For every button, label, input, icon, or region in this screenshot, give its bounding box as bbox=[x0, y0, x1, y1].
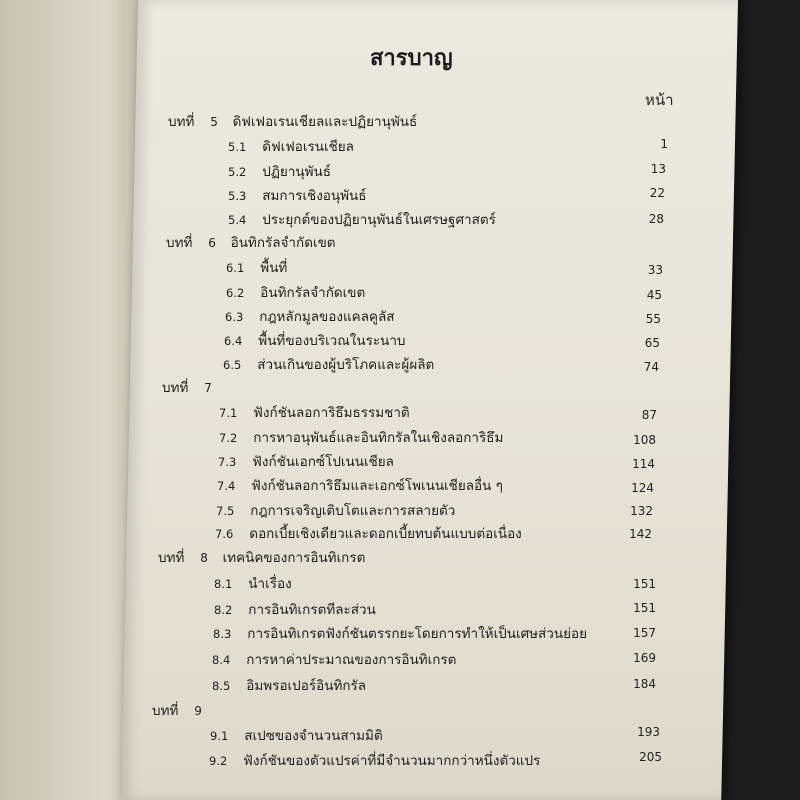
section-number: 6.5 bbox=[223, 358, 242, 372]
section-number: 7.5 bbox=[216, 504, 235, 518]
section-row bbox=[223, 353, 434, 375]
section-page: 74 bbox=[643, 360, 659, 374]
section-number: 8.5 bbox=[212, 679, 231, 693]
section-row bbox=[228, 184, 367, 206]
chapter-title: เทคนิคของการอินทิเกรต bbox=[222, 550, 366, 566]
chapter-row bbox=[168, 110, 417, 132]
section-title: ปฏิยานุพันธ์ bbox=[262, 164, 332, 180]
section-title: สเปซของจำนวนสามมิติ bbox=[244, 728, 383, 744]
chapter-number: 8 bbox=[200, 551, 208, 565]
section-title: ประยุกต์ของปฏิยานุพันธ์ในเศรษฐศาสตร์ bbox=[262, 212, 496, 228]
section-row bbox=[228, 160, 331, 182]
section-page: 157 bbox=[633, 626, 656, 640]
section-title: ฟังก์ชันของตัวแปรค่าที่มีจำนวนมากกว่าหนึ่งตัวแปร bbox=[243, 753, 541, 769]
section-title: พื้นที่ bbox=[260, 260, 288, 276]
section-row bbox=[228, 208, 496, 230]
section-title: การอินทิเกรตฟังก์ชันตรรกยะโดยการทำให้เป็นเศษส่วนย่อย bbox=[247, 626, 588, 642]
section-page: 132 bbox=[630, 504, 653, 518]
section-row bbox=[219, 426, 503, 448]
section-number: 8.3 bbox=[213, 627, 232, 641]
toc-title: สารบาญ bbox=[370, 46, 453, 71]
section-row bbox=[212, 648, 456, 670]
section-page: 151 bbox=[633, 601, 656, 615]
chapter-number: 9 bbox=[194, 704, 202, 718]
section-title: กฎหลักมูลของแคลคูลัส bbox=[259, 309, 395, 325]
section-number: 7.3 bbox=[218, 455, 237, 469]
section-page: 1 bbox=[660, 137, 668, 151]
section-title: ดอกเบี้ยเชิงเดียวและดอกเบี้ยทบต้นแบบต่อเนื่อง bbox=[249, 526, 522, 542]
section-number: 8.1 bbox=[214, 577, 233, 591]
section-row bbox=[212, 674, 366, 696]
section-page: 169 bbox=[633, 651, 656, 665]
chapter-number: 5 bbox=[210, 115, 218, 129]
section-title: การหาค่าประมาณของการอินทิเกรต bbox=[246, 652, 457, 668]
chapter-label: บทที่ bbox=[152, 703, 179, 719]
section-row bbox=[217, 474, 503, 496]
section-page: 184 bbox=[633, 677, 656, 691]
section-number: 5.4 bbox=[228, 213, 247, 227]
section-row bbox=[219, 401, 410, 423]
section-number: 8.2 bbox=[214, 603, 233, 617]
section-page: 205 bbox=[639, 750, 662, 764]
chapter-label: บทที่ bbox=[158, 550, 185, 566]
section-title: สมการเชิงอนุพันธ์ bbox=[262, 188, 367, 204]
section-row bbox=[218, 450, 394, 472]
chapter-label: บทที่ bbox=[168, 114, 195, 130]
section-number: 8.4 bbox=[212, 653, 231, 667]
section-page: 114 bbox=[632, 457, 655, 471]
chapter-title: ดิฟเฟอเรนเชียลและปฏิยานุพันธ์ bbox=[232, 114, 418, 130]
section-title: นำเรื่อง bbox=[248, 576, 292, 592]
section-page: 151 bbox=[633, 577, 656, 591]
section-title: ดิฟเฟอเรนเชียล bbox=[262, 139, 354, 155]
section-page: 55 bbox=[645, 312, 661, 326]
section-title: อิมพรอเปอร์อินทิกรัล bbox=[246, 678, 367, 694]
section-page: 28 bbox=[648, 212, 664, 226]
section-number: 6.3 bbox=[225, 310, 244, 324]
section-page: 142 bbox=[629, 527, 652, 541]
section-row bbox=[210, 724, 383, 746]
section-row bbox=[216, 499, 455, 521]
section-page: 108 bbox=[633, 433, 656, 447]
section-row bbox=[226, 281, 365, 303]
section-title: การอินทิเกรตทีละส่วน bbox=[248, 602, 376, 618]
section-row bbox=[214, 598, 376, 620]
chapter-title: อินทิกรัลจำกัดเขต bbox=[230, 235, 336, 251]
section-title: พื้นที่ของบริเวณในระนาบ bbox=[258, 333, 406, 349]
section-row bbox=[228, 135, 354, 157]
section-row bbox=[209, 749, 540, 771]
section-page: 193 bbox=[637, 725, 660, 739]
section-row bbox=[215, 522, 522, 544]
section-row bbox=[213, 622, 587, 644]
section-page: 33 bbox=[647, 263, 663, 277]
chapter-row bbox=[152, 699, 212, 721]
chapter-number: 7 bbox=[204, 381, 212, 395]
section-page: 45 bbox=[646, 288, 662, 302]
section-title: อินทิกรัลจำกัดเขต bbox=[260, 285, 366, 301]
chapter-row bbox=[162, 376, 222, 398]
section-number: 7.6 bbox=[215, 527, 234, 541]
page-column-header: หน้า bbox=[645, 91, 674, 109]
section-number: 7.1 bbox=[219, 406, 238, 420]
section-page: 124 bbox=[631, 481, 654, 495]
section-title: ฟังก์ชันลอการิธึมธรรมชาติ bbox=[253, 405, 410, 421]
section-number: 6.4 bbox=[224, 334, 243, 348]
section-page: 22 bbox=[649, 186, 665, 200]
section-title: กฎการเจริญเติบโตและการสลายตัว bbox=[250, 503, 456, 519]
section-title: ส่วนเกินของผู้บริโภคและผู้ผลิต bbox=[257, 357, 435, 373]
section-number: 9.2 bbox=[209, 754, 228, 768]
section-row bbox=[225, 305, 395, 327]
section-row bbox=[226, 256, 287, 278]
section-number: 7.2 bbox=[219, 431, 238, 445]
section-number: 9.1 bbox=[210, 729, 229, 743]
section-row bbox=[224, 329, 406, 351]
chapter-row bbox=[158, 546, 365, 568]
section-title: การหาอนุพันธ์และอินทิกรัลในเชิงลอการิธึม bbox=[253, 430, 504, 446]
chapter-number: 6 bbox=[208, 236, 216, 250]
section-title: ฟังก์ชันลอการิธึมและเอกซ์โพเนนเชียลอื่น ๆ bbox=[251, 478, 503, 494]
chapter-row bbox=[166, 231, 336, 253]
section-page: 65 bbox=[644, 336, 660, 350]
chapter-label: บทที่ bbox=[166, 235, 193, 251]
section-number: 7.4 bbox=[217, 479, 236, 493]
section-number: 5.1 bbox=[228, 140, 247, 154]
section-number: 5.2 bbox=[228, 165, 247, 179]
section-page: 87 bbox=[641, 408, 657, 422]
section-number: 5.3 bbox=[228, 189, 247, 203]
section-row bbox=[214, 572, 292, 594]
section-page: 13 bbox=[650, 162, 666, 176]
section-title: ฟังก์ชันเอกซ์โปเนนเชียล bbox=[252, 454, 394, 470]
section-number: 6.2 bbox=[226, 286, 245, 300]
section-number: 6.1 bbox=[226, 261, 245, 275]
chapter-label: บทที่ bbox=[162, 380, 189, 396]
